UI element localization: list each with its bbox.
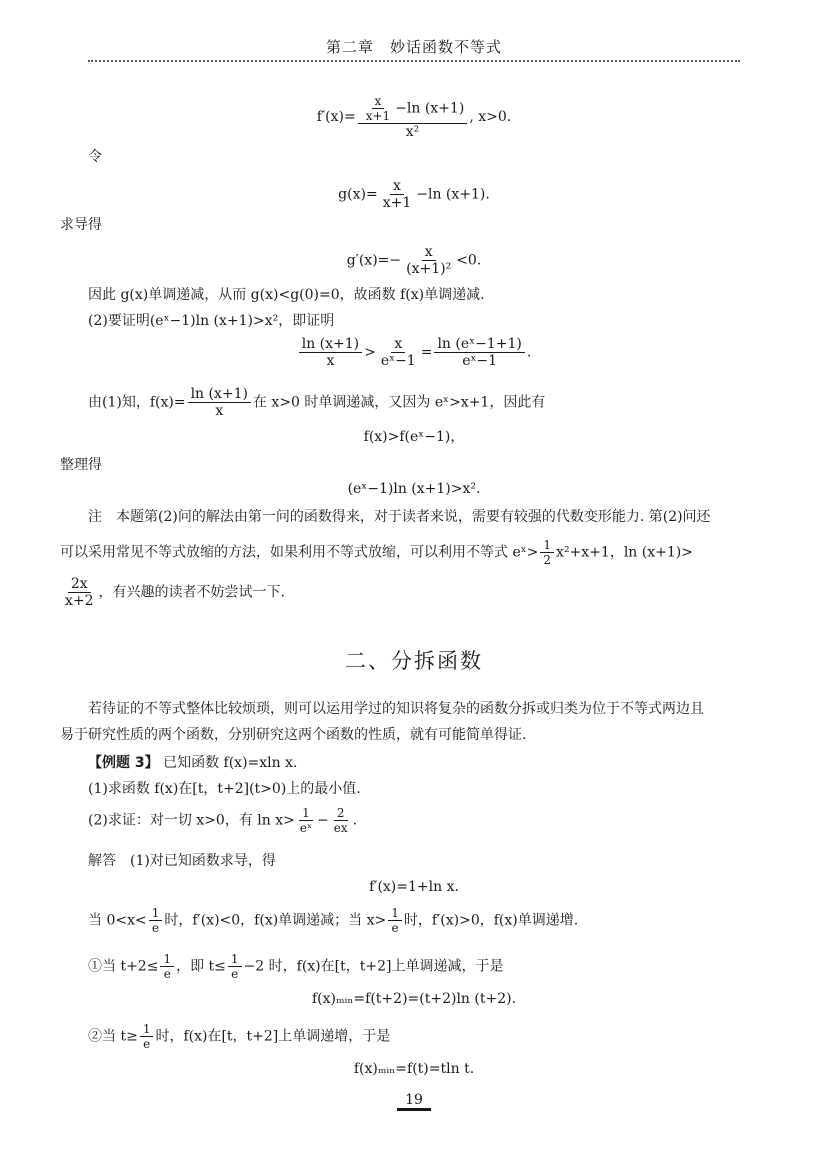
note-line-3: $\frac{2x}{x+2}$ ，有兴趣的读者不妨尝试一下.	[65, 576, 285, 609]
intro-line-2: 易于研究性质的两个函数，分别研究这两个函数的性质，就有可能简单得证.	[60, 727, 527, 743]
formula-g: g(x)= $\frac{x}{x+1}$ −ln (x+1).	[338, 178, 490, 211]
formula-result: (eˣ−1)ln (x+1)>x².	[347, 481, 481, 497]
formula-g-prime: g′(x)=− $\frac{x}{\text{(x+1)²}}$ <0.	[346, 244, 482, 277]
note-line-2: 可以采用常见不等式放缩的方法，如果利用不等式放缩，可以利用不等式 eˣ> $\frac{1}{2}$ x²+x+1，ln (x+1)>	[60, 538, 693, 567]
case-2-result: f(x)ₘᵢₙ=f(t)=tln t.	[353, 1061, 475, 1077]
running-header: 第二章 妙话函数不等式	[325, 38, 502, 56]
case-1-result: f(x)ₘᵢₙ=f(t+2)=(t+2)ln (t+2).	[311, 991, 517, 1007]
intro-line-1: 若待证的不等式整体比较烦琐，则可以运用学过的知识将复杂的函数分拆或归类为位于不等式两边且	[88, 701, 704, 717]
solution-intro: 解答 (1)对已知函数求导，得	[88, 853, 276, 869]
formula-f-ineq: f(x)>f(eˣ−1)，	[363, 429, 465, 445]
text-rearrange: 整理得	[60, 457, 102, 473]
section-title: 二、分拆函数	[345, 649, 483, 673]
text-monotonic: 因此 g(x)单调递减，从而 g(x)<g(0)=0，故函数 f(x)单调递减.	[88, 287, 485, 303]
example-line: 【例题 3】 已知函数 f(x)=xln x.	[88, 755, 298, 771]
note-line-1: 注 本题第(2)问的解法由第一问的函数得来，对于读者来说，需要有较强的代数变形能力. 第(2)问还	[88, 509, 711, 525]
text-from-part1: 由(1)知，f(x)= $\frac{\ln (x+1)}{x}$ 在 x>0 时单调递减，又因为 eˣ>x+1，因此有	[88, 386, 546, 419]
case-2: ②当 t≥ $\frac{1}{e}$ 时，f(x)在[t，t+2]上单调递增，于是	[88, 1022, 391, 1051]
example-label: 【例题 3】	[88, 755, 159, 771]
formula-f-prime: f′(x)= $\frac{x}{x+1}$ −ln (x+1) x² , x>0.	[316, 94, 512, 140]
formula-derivative: f′(x)=1+ln x.	[369, 879, 459, 895]
formula-equivalent: $\frac{\ln (x+1)}{x}$ > $\frac{x}{\text{eˣ−1}}$ = $\frac{\text{ln (eˣ−1+1)}}{\text{eˣ−1}}$ .	[0, 336, 828, 369]
question-2: (2)求证：对一切 x>0，有 ln x> $\frac{1}{\text{eˣ}}$ − $\frac{2}{ex}$ .	[88, 806, 358, 835]
text-part2: (2)要证明(eˣ−1)ln (x+1)>x²，即证明	[88, 313, 335, 329]
header-rule	[88, 60, 740, 62]
question-1: (1)求函数 f(x)在[t，t+2](t>0)上的最小值.	[88, 781, 361, 797]
text-derivative: 求导得	[60, 217, 102, 233]
page-number: 19	[0, 1092, 828, 1108]
monotonic-line: 当 0<x< $\frac{1}{e}$ 时，f′(x)<0，f(x)单调递减；当 x> $\frac{1}{e}$ 时，f′(x)>0，f(x)单调递增.	[88, 906, 579, 935]
case-1: ①当 t+2≤ $\frac{1}{e}$ ，即 t≤ $\frac{1}{e}$ −2 时，f(x)在[t，t+2]上单调递减，于是	[88, 952, 504, 981]
text-let: 令	[88, 149, 102, 165]
